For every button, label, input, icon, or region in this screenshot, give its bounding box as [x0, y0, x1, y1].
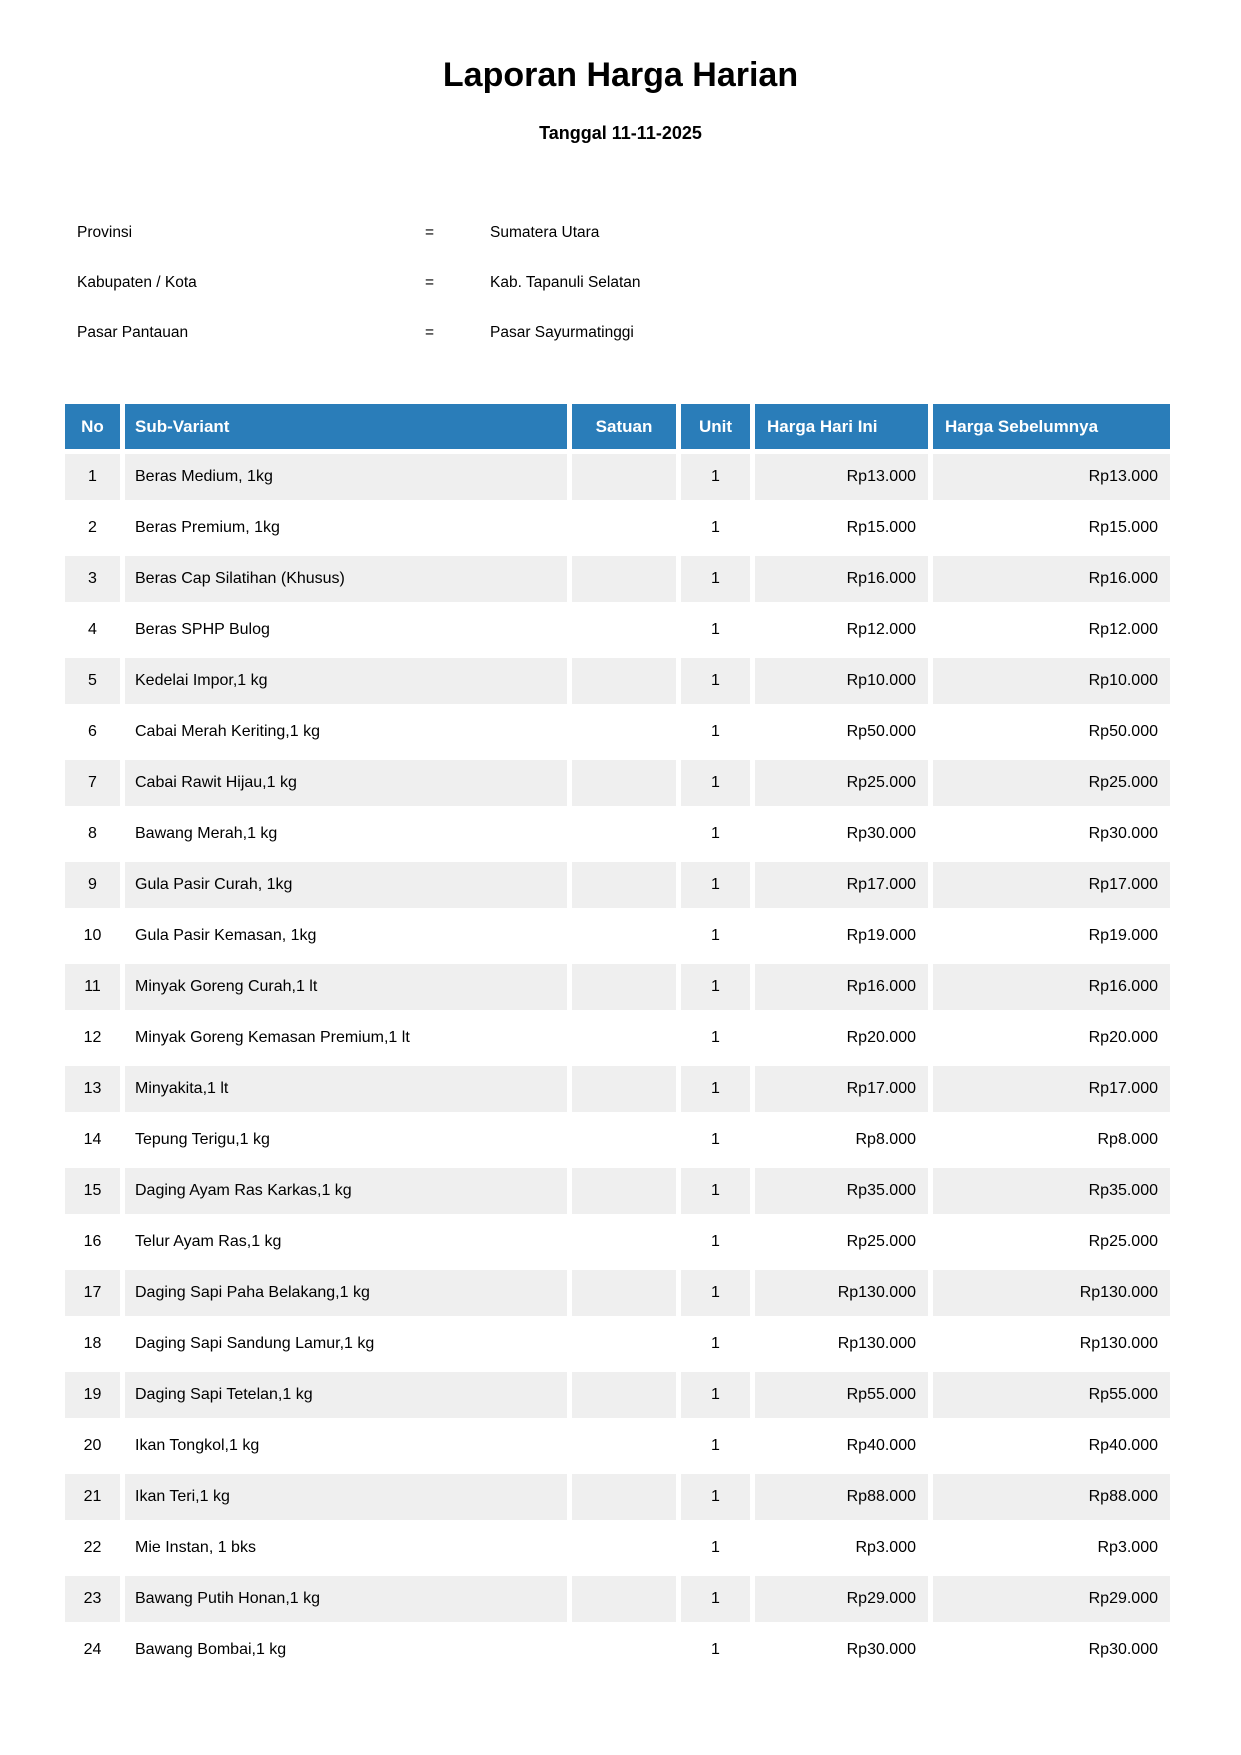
- subvariant-cell: Daging Sapi Tetelan,1 kg: [125, 1372, 567, 1418]
- harga-hari-ini-cell: Rp12.000: [755, 607, 928, 653]
- satuan-cell: [572, 556, 676, 602]
- satuan-cell: [572, 862, 676, 908]
- harga-sebelumnya-cell: Rp55.000: [933, 1372, 1170, 1418]
- unit-cell: 1: [681, 556, 750, 602]
- unit-cell: 1: [681, 1270, 750, 1316]
- harga-sebelumnya-cell: Rp30.000: [933, 811, 1170, 857]
- harga-sebelumnya-cell: Rp130.000: [933, 1321, 1170, 1367]
- satuan-cell: [572, 760, 676, 806]
- row-number-cell: 17: [65, 1270, 120, 1316]
- subvariant-cell: Minyak Goreng Kemasan Premium,1 lt: [125, 1015, 567, 1061]
- harga-hari-ini-cell: Rp16.000: [755, 964, 928, 1010]
- unit-cell: 1: [681, 1219, 750, 1265]
- info-label: Pasar Pantauan: [77, 324, 189, 341]
- harga-sebelumnya-cell: Rp30.000: [933, 1627, 1170, 1673]
- unit-cell: 1: [681, 1627, 750, 1673]
- harga-sebelumnya-cell: Rp17.000: [933, 1066, 1170, 1112]
- info-label: Kabupaten / Kota: [77, 274, 197, 291]
- equals-sign: =: [425, 274, 435, 291]
- harga-sebelumnya-cell: Rp88.000: [933, 1474, 1170, 1520]
- harga-hari-ini-cell: Rp88.000: [755, 1474, 928, 1520]
- equals-sign: =: [425, 224, 435, 241]
- harga-hari-ini-cell: Rp8.000: [755, 1117, 928, 1163]
- harga-hari-ini-cell: Rp16.000: [755, 556, 928, 602]
- harga-hari-ini-cell: Rp55.000: [755, 1372, 928, 1418]
- harga-hari-ini-cell: Rp20.000: [755, 1015, 928, 1061]
- subvariant-cell: Cabai Merah Keriting,1 kg: [125, 709, 567, 755]
- table-row: [65, 454, 1170, 500]
- table-row: [65, 811, 1170, 857]
- unit-cell: 1: [681, 1474, 750, 1520]
- table-row: [65, 964, 1170, 1010]
- unit-cell: 1: [681, 1168, 750, 1214]
- unit-cell: 1: [681, 505, 750, 551]
- unit-cell: 1: [681, 811, 750, 857]
- harga-hari-ini-cell: Rp19.000: [755, 913, 928, 959]
- harga-sebelumnya-cell: Rp20.000: [933, 1015, 1170, 1061]
- row-number-cell: 1: [65, 454, 120, 500]
- unit-cell: 1: [681, 1423, 750, 1469]
- unit-cell: 1: [681, 1525, 750, 1571]
- satuan-cell: [572, 1219, 676, 1265]
- harga-sebelumnya-cell: Rp29.000: [933, 1576, 1170, 1622]
- subvariant-cell: Minyakita,1 lt: [125, 1066, 567, 1112]
- harga-hari-ini-cell: Rp29.000: [755, 1576, 928, 1622]
- table-row: [65, 556, 1170, 602]
- col-header-unit: Unit: [681, 404, 750, 449]
- harga-sebelumnya-cell: Rp50.000: [933, 709, 1170, 755]
- harga-sebelumnya-cell: Rp13.000: [933, 454, 1170, 500]
- subvariant-cell: Kedelai Impor,1 kg: [125, 658, 567, 704]
- harga-sebelumnya-cell: Rp25.000: [933, 1219, 1170, 1265]
- price-table: [60, 399, 1175, 1678]
- harga-sebelumnya-cell: Rp19.000: [933, 913, 1170, 959]
- subvariant-cell: Minyak Goreng Curah,1 lt: [125, 964, 567, 1010]
- harga-sebelumnya-cell: Rp3.000: [933, 1525, 1170, 1571]
- col-header-no: No: [65, 404, 120, 449]
- subvariant-cell: Cabai Rawit Hijau,1 kg: [125, 760, 567, 806]
- table-row: [65, 607, 1170, 653]
- harga-sebelumnya-cell: Rp15.000: [933, 505, 1170, 551]
- unit-cell: 1: [681, 1372, 750, 1418]
- table-row: [65, 1474, 1170, 1520]
- row-number-cell: 3: [65, 556, 120, 602]
- harga-sebelumnya-cell: Rp16.000: [933, 556, 1170, 602]
- harga-sebelumnya-cell: Rp17.000: [933, 862, 1170, 908]
- subvariant-cell: Bawang Merah,1 kg: [125, 811, 567, 857]
- table-row: [65, 1219, 1170, 1265]
- row-number-cell: 6: [65, 709, 120, 755]
- harga-sebelumnya-cell: Rp16.000: [933, 964, 1170, 1010]
- info-value: Kab. Tapanuli Selatan: [490, 274, 641, 291]
- satuan-cell: [572, 1117, 676, 1163]
- table-row: [65, 505, 1170, 551]
- col-header-harga-sebelumnya: Harga Sebelumnya: [933, 404, 1170, 449]
- equals-sign: =: [425, 324, 435, 341]
- unit-cell: 1: [681, 1117, 750, 1163]
- satuan-cell: [572, 1168, 676, 1214]
- harga-hari-ini-cell: Rp130.000: [755, 1270, 928, 1316]
- subvariant-cell: Telur Ayam Ras,1 kg: [125, 1219, 567, 1265]
- harga-hari-ini-cell: Rp25.000: [755, 1219, 928, 1265]
- table-row: [65, 1423, 1170, 1469]
- satuan-cell: [572, 1576, 676, 1622]
- harga-sebelumnya-cell: Rp8.000: [933, 1117, 1170, 1163]
- satuan-cell: [572, 505, 676, 551]
- row-number-cell: 4: [65, 607, 120, 653]
- satuan-cell: [572, 1423, 676, 1469]
- subvariant-cell: Gula Pasir Curah, 1kg: [125, 862, 567, 908]
- row-number-cell: 10: [65, 913, 120, 959]
- unit-cell: 1: [681, 1576, 750, 1622]
- subvariant-cell: Tepung Terigu,1 kg: [125, 1117, 567, 1163]
- price-table-body: [65, 454, 1170, 1673]
- info-value: Pasar Sayurmatinggi: [490, 324, 634, 341]
- page-title: Laporan Harga Harian: [442, 56, 799, 94]
- table-row: [65, 862, 1170, 908]
- unit-cell: 1: [681, 658, 750, 704]
- harga-hari-ini-cell: Rp17.000: [755, 862, 928, 908]
- table-row: [65, 1270, 1170, 1316]
- table-row: [65, 1576, 1170, 1622]
- table-row: [65, 1372, 1170, 1418]
- satuan-cell: [572, 1525, 676, 1571]
- table-row: [65, 658, 1170, 704]
- harga-hari-ini-cell: Rp3.000: [755, 1525, 928, 1571]
- subvariant-cell: Daging Ayam Ras Karkas,1 kg: [125, 1168, 567, 1214]
- satuan-cell: [572, 1270, 676, 1316]
- harga-sebelumnya-cell: Rp12.000: [933, 607, 1170, 653]
- row-number-cell: 20: [65, 1423, 120, 1469]
- harga-hari-ini-cell: Rp50.000: [755, 709, 928, 755]
- harga-sebelumnya-cell: Rp35.000: [933, 1168, 1170, 1214]
- report-date: Tanggal 11-11-2025: [539, 123, 702, 143]
- row-number-cell: 12: [65, 1015, 120, 1061]
- row-number-cell: 7: [65, 760, 120, 806]
- subvariant-cell: Beras SPHP Bulog: [125, 607, 567, 653]
- satuan-cell: [572, 1015, 676, 1061]
- row-number-cell: 13: [65, 1066, 120, 1112]
- info-row-provinsi: [0, 208, 1241, 258]
- harga-hari-ini-cell: Rp25.000: [755, 760, 928, 806]
- harga-hari-ini-cell: Rp17.000: [755, 1066, 928, 1112]
- col-header-harga-hari-ini: Harga Hari Ini: [755, 404, 928, 449]
- row-number-cell: 16: [65, 1219, 120, 1265]
- harga-hari-ini-cell: Rp30.000: [755, 1627, 928, 1673]
- harga-sebelumnya-cell: Rp25.000: [933, 760, 1170, 806]
- info-label: Provinsi: [77, 224, 133, 241]
- satuan-cell: [572, 1321, 676, 1367]
- satuan-cell: [572, 1627, 676, 1673]
- table-row: [65, 1627, 1170, 1673]
- table-row: [65, 760, 1170, 806]
- satuan-cell: [572, 1474, 676, 1520]
- row-number-cell: 23: [65, 1576, 120, 1622]
- info-value: Sumatera Utara: [490, 224, 600, 241]
- subvariant-cell: Ikan Teri,1 kg: [125, 1474, 567, 1520]
- table-row: [65, 1321, 1170, 1367]
- harga-sebelumnya-cell: Rp10.000: [933, 658, 1170, 704]
- harga-sebelumnya-cell: Rp130.000: [933, 1270, 1170, 1316]
- satuan-cell: [572, 913, 676, 959]
- subvariant-cell: Mie Instan, 1 bks: [125, 1525, 567, 1571]
- unit-cell: 1: [681, 964, 750, 1010]
- satuan-cell: [572, 658, 676, 704]
- unit-cell: 1: [681, 760, 750, 806]
- unit-cell: 1: [681, 1321, 750, 1367]
- harga-hari-ini-cell: Rp40.000: [755, 1423, 928, 1469]
- table-row: [65, 709, 1170, 755]
- satuan-cell: [572, 454, 676, 500]
- harga-hari-ini-cell: Rp35.000: [755, 1168, 928, 1214]
- row-number-cell: 15: [65, 1168, 120, 1214]
- row-number-cell: 22: [65, 1525, 120, 1571]
- unit-cell: 1: [681, 1015, 750, 1061]
- header-row: [65, 404, 1170, 449]
- unit-cell: 1: [681, 862, 750, 908]
- row-number-cell: 24: [65, 1627, 120, 1673]
- row-number-cell: 9: [65, 862, 120, 908]
- harga-hari-ini-cell: Rp15.000: [755, 505, 928, 551]
- harga-sebelumnya-cell: Rp40.000: [933, 1423, 1170, 1469]
- subvariant-cell: Beras Premium, 1kg: [125, 505, 567, 551]
- info-row-kabupaten-kota: [0, 258, 1241, 308]
- satuan-cell: [572, 1372, 676, 1418]
- subvariant-cell: Bawang Putih Honan,1 kg: [125, 1576, 567, 1622]
- unit-cell: 1: [681, 913, 750, 959]
- satuan-cell: [572, 964, 676, 1010]
- subvariant-cell: Bawang Bombai,1 kg: [125, 1627, 567, 1673]
- satuan-cell: [572, 1066, 676, 1112]
- unit-cell: 1: [681, 709, 750, 755]
- row-number-cell: 8: [65, 811, 120, 857]
- unit-cell: 1: [681, 454, 750, 500]
- col-header-satuan: Satuan: [572, 404, 676, 449]
- table-row: [65, 1066, 1170, 1112]
- harga-hari-ini-cell: Rp130.000: [755, 1321, 928, 1367]
- harga-hari-ini-cell: Rp13.000: [755, 454, 928, 500]
- unit-cell: 1: [681, 607, 750, 653]
- row-number-cell: 14: [65, 1117, 120, 1163]
- subvariant-cell: Beras Medium, 1kg: [125, 454, 567, 500]
- satuan-cell: [572, 607, 676, 653]
- report-info-block: [0, 208, 1241, 358]
- row-number-cell: 5: [65, 658, 120, 704]
- harga-hari-ini-cell: Rp30.000: [755, 811, 928, 857]
- row-number-cell: 2: [65, 505, 120, 551]
- subvariant-cell: Ikan Tongkol,1 kg: [125, 1423, 567, 1469]
- row-number-cell: 21: [65, 1474, 120, 1520]
- row-number-cell: 19: [65, 1372, 120, 1418]
- row-number-cell: 18: [65, 1321, 120, 1367]
- satuan-cell: [572, 709, 676, 755]
- table-row: [65, 913, 1170, 959]
- harga-hari-ini-cell: Rp10.000: [755, 658, 928, 704]
- subvariant-cell: Daging Sapi Sandung Lamur,1 kg: [125, 1321, 567, 1367]
- col-header-sub-variant: Sub-Variant: [125, 404, 567, 449]
- info-row-pasar-pantauan: [0, 308, 1241, 358]
- table-row: [65, 1117, 1170, 1163]
- subvariant-cell: Gula Pasir Kemasan, 1kg: [125, 913, 567, 959]
- row-number-cell: 11: [65, 964, 120, 1010]
- subvariant-cell: Beras Cap Silatihan (Khusus): [125, 556, 567, 602]
- table-row: [65, 1168, 1170, 1214]
- table-row: [65, 1015, 1170, 1061]
- subvariant-cell: Daging Sapi Paha Belakang,1 kg: [125, 1270, 567, 1316]
- satuan-cell: [572, 811, 676, 857]
- table-row: [65, 1525, 1170, 1571]
- unit-cell: 1: [681, 1066, 750, 1112]
- price-table-header: [65, 404, 1170, 449]
